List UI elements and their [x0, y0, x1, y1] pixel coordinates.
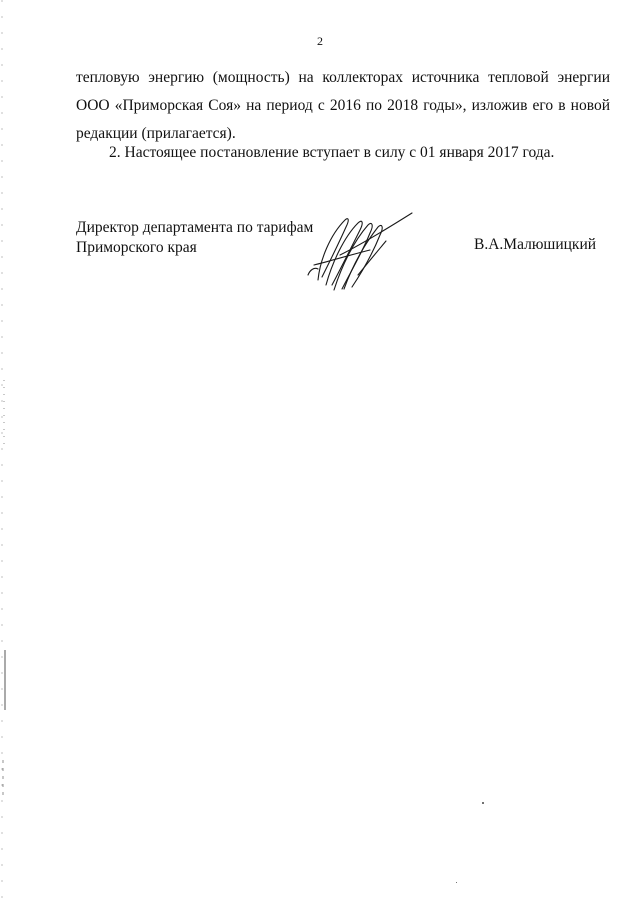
- signer-name: В.А.Малюшицкий: [474, 236, 597, 253]
- signer-title-line-1: Директор департамента по тарифам: [76, 219, 314, 236]
- paragraph-1-line-3: редакции (прилагается).: [76, 125, 236, 142]
- page-number: 2: [317, 34, 323, 48]
- paragraph-2: 2. Настоящее постановление вступает в силу с 01 января 2017 года.: [109, 144, 555, 161]
- scan-speck: [482, 802, 484, 804]
- signer-title: [76, 218, 313, 258]
- scan-edge-artifact: [0, 0, 8, 905]
- paragraph-1-line-1: тепловую энергию (мощность) на коллекторах источника тепловой энергии: [76, 69, 610, 86]
- signer-title-line-2: Приморского края: [76, 239, 197, 256]
- handwritten-signature: [300, 205, 420, 295]
- paragraph-1: [76, 64, 610, 148]
- scan-speck: [456, 882, 457, 883]
- paragraph-1-line-2: ООО «Приморская Соя» на период с 2016 по 2018 годы», изложив его в новой: [76, 97, 610, 114]
